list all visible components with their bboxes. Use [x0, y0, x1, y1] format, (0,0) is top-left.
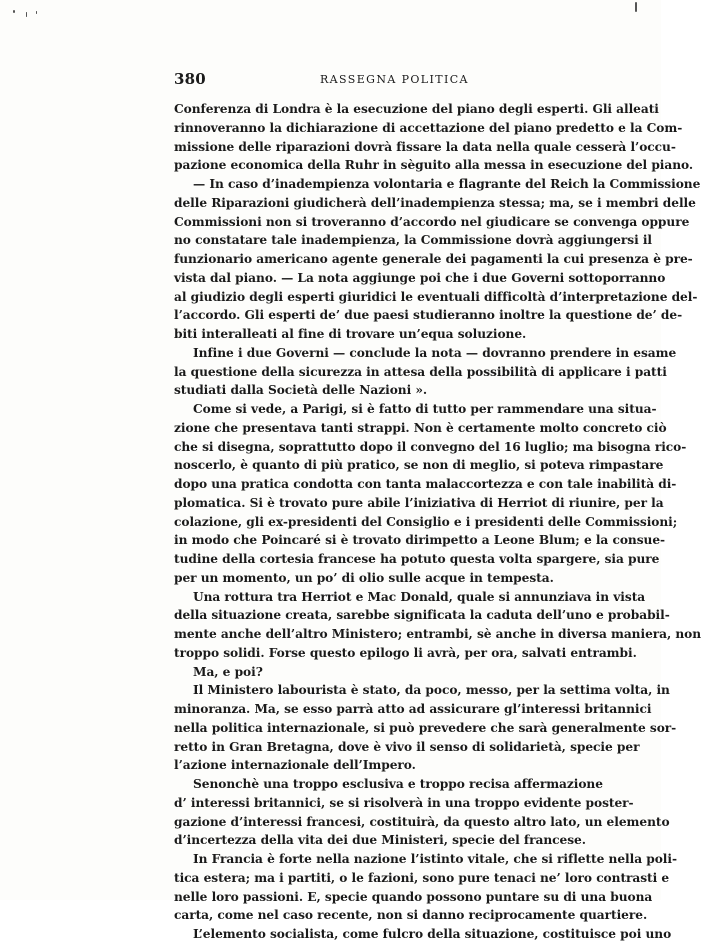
text-line: mente anche dell’altro Ministero; entrambi, sè anche in diversa maniera, non: [174, 627, 701, 641]
text-line: colazione, gli ex-presidenti del Consiglio e i presidenti delle Commissioni;: [174, 514, 678, 529]
scan-speck: [26, 12, 27, 17]
text-line: no constatare tale inadempienza, la Commissione dovrà aggiungersi il: [174, 233, 652, 248]
text-line: per un momento, un po’ di olio sulle acque in tempesta.: [174, 570, 554, 585]
text-line: retto in Gran Bretagna, dove è vivo il senso di solidarietà, specie per: [174, 739, 640, 754]
text-line: rinnoveranno la dichiarazione di accettazione del piano predetto e la Com-: [174, 120, 683, 135]
text-line: Commissioni non si troveranno d’accordo nel giudicare se convenga oppure: [174, 214, 690, 229]
running-title: RASSEGNA POLITICA: [320, 73, 469, 86]
text-line: tica estera; ma i partiti, o le fazioni, sono pure tenaci ne’ loro contrasti e: [174, 870, 670, 885]
scan-speck: [13, 10, 15, 13]
text-line: Senonchè una troppo esclusiva e troppo recisa affermazione: [193, 777, 603, 791]
text-line: In Francia è forte nella nazione l’istinto vitale, che si riflette nella poli-: [193, 852, 677, 866]
text-line: Come si vede, a Parigi, si è fatto di tutto per rammendare una situa-: [193, 402, 657, 416]
page-number: 380: [174, 70, 206, 88]
text-line: minoranza. Ma, se esso parrà atto ad assicurare gl’interessi britannici: [174, 702, 652, 716]
text-line: vista dal piano. — La nota aggiunge poi che i due Governi sottoporranno: [174, 270, 666, 285]
text-line: plomatica. Si è trovato pure abile l’iniziativa di Herriot di riunire, per la: [174, 495, 664, 510]
text-line: Il Ministero labourista è stato, da poco, messo, per la settima volta, in: [193, 683, 670, 698]
scan-speck: [36, 11, 37, 14]
text-line: Una rottura tra Herriot e Mac Donald, quale si annunziava in vista: [193, 589, 646, 604]
text-line: in modo che Poincaré si è trovato dirimpetto a Leone Blum; e la consue-: [174, 533, 666, 548]
text-line: Infine i due Governi — conclude la nota — dovranno prendere in esame: [193, 345, 677, 360]
text-line: la questione della sicurezza in attesa della possibilità di applicare i patti: [174, 364, 667, 379]
text-line: nelle loro passioni. E, specie quando possono puntare su di una buona: [174, 889, 653, 904]
text-line: Conferenza di Londra è la esecuzione del piano degli esperti. Gli alleati: [174, 102, 659, 116]
text-line: della situazione creata, sarebbe significata la caduta dell’uno e probabil-: [174, 608, 670, 623]
text-line: l’accordo. Gli esperti de’ due paesi studieranno inoltre la questione de’ de-: [174, 308, 683, 323]
text-line: gazione d’interessi francesi, costituirà, da questo altro lato, un elemento: [174, 814, 670, 829]
text-line: zione che presentava tanti strappi. Non è certamente molto concreto ciò: [174, 420, 667, 435]
text-line: biti interalleati al fine di trovare un’equa soluzione.: [174, 327, 527, 341]
text-line: tudine della cortesia francese ha potuto questa volta spargere, sia pure: [174, 552, 660, 566]
text-line: nella politica internazionale, si può prevedere che sarà generalmente sor-: [174, 720, 677, 735]
text-line: Ma, e poi?: [193, 664, 263, 679]
text-line: troppo solidi. Forse questo epilogo li avrà, per ora, salvati entrambi.: [174, 645, 637, 660]
text-line: studiati dalla Società delle Nazioni ».: [174, 383, 428, 398]
text-line: al giudizio degli esperti giuridici le eventuali difficoltà d’interpretazione del-: [174, 289, 698, 304]
text-line: L’elemento socialista, come fulcro della situazione, costituisce poi uno: [193, 927, 672, 941]
text-line: che si disegna, soprattutto dopo il convegno del 16 luglio; ma bisogna rico-: [174, 439, 687, 454]
text-line: l’azione internazionale dell’Impero.: [174, 758, 416, 773]
scan-speck: [635, 2, 637, 12]
text-line: — In caso d’inadempienza volontaria e flagrante del Reich la Commissione: [193, 177, 701, 191]
text-line: missione delle riparazioni dovrà fissare la data nella quale cesserà l’occu-: [174, 139, 676, 154]
page-header: [174, 70, 594, 90]
text-line: dopo una pratica condotta con tanta malaccortezza e con tale inabilità di-: [174, 477, 677, 491]
text-line: delle Riparazioni giudicherà dell’inadempienza stessa; ma, se i membri delle: [174, 195, 696, 210]
article-body: [174, 100, 701, 944]
text-line: funzionario americano agente generale dei pagamenti la cui presenza è pre-: [174, 252, 693, 266]
text-line: d’ interessi britannici, se si risolverà in una troppo evidente poster-: [174, 795, 634, 810]
text-line: carta, come nel caso recente, non si danno reciprocamente quartiere.: [174, 908, 648, 923]
text-line: pazione economica della Ruhr in sèguito alla messa in esecuzione del piano.: [174, 158, 694, 173]
text-line: d’incertezza della vita dei due Ministeri, specie del francese.: [174, 833, 586, 848]
text-line: noscerlo, è quanto di più pratico, se non di meglio, si poteva rimpastare: [174, 458, 664, 473]
